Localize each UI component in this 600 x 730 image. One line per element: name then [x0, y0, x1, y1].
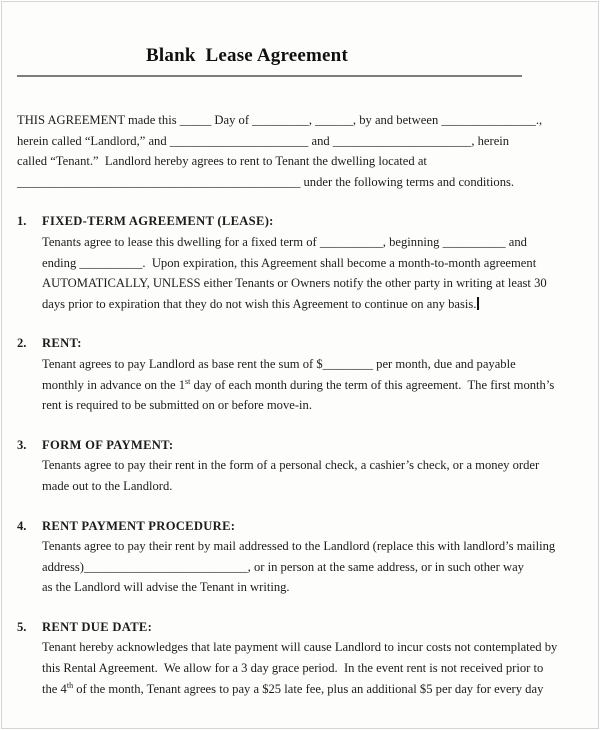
text-line: as the Landlord will advise the Tenant in writing.: [42, 580, 290, 595]
text-line: this Rental Agreement. We allow for a 3 day grace period. In the event rent is not received prior to: [42, 661, 544, 676]
text-cursor: [477, 297, 479, 310]
page-title: Blank Lease Agreement: [146, 45, 348, 66]
text-line: monthly in advance on the 1st day of each month during the term of this agreement. The first month’s: [42, 376, 555, 392]
text-line: ending __________. Upon expiration, this Agreement shall become a month-to-month agreement: [42, 255, 537, 270]
intro-paragraph: [17, 110, 598, 192]
section-heading: RENT DUE DATE:: [42, 619, 153, 634]
title-block: [17, 45, 477, 67]
section-number: 3.: [17, 437, 27, 452]
section-body: [42, 354, 598, 416]
document-page: [1, 1, 599, 729]
text-line: Tenant agrees to pay Landlord as base rent the sum of $________ per month, due and payable: [42, 356, 516, 371]
section-body: [42, 232, 598, 314]
section-form-of-payment: [17, 435, 598, 497]
section-body: [42, 455, 598, 496]
text-line: Tenant hereby acknowledges that late payment will cause Landlord to incur costs not contemplated by: [42, 640, 558, 655]
section-number: 4.: [17, 518, 27, 533]
section-rent: [17, 333, 598, 415]
text-line: herein called “Landlord,” and ______________________ and ______________________, herein: [17, 133, 510, 148]
text-line: AUTOMATICALLY, UNLESS either Tenants or Owners notify the other party in writing at least 30: [42, 276, 547, 291]
text-line: the 4th of the month, Tenant agrees to pay a $25 late fee, plus an additional $5 per day for every day: [42, 680, 544, 696]
section-number: 2.: [17, 336, 27, 351]
section-content: [42, 617, 598, 699]
section-heading: RENT PAYMENT PROCEDURE:: [42, 518, 236, 533]
section-content: [42, 516, 598, 598]
section-content: [42, 333, 598, 415]
text-line: THIS AGREEMENT made this _____ Day of _________, ______, by and between _______________.,: [17, 113, 543, 127]
text-line: address)__________________________, or in person at the same address, or in such other way: [42, 559, 524, 574]
section-body: [42, 536, 598, 598]
section-number: 5.: [17, 619, 27, 634]
section-heading: FORM OF PAYMENT:: [42, 437, 174, 452]
section-content: [42, 211, 598, 314]
section-content: [42, 435, 598, 497]
superscript: st: [185, 376, 191, 386]
text-line: made out to the Landlord.: [42, 478, 173, 493]
section-rent-payment-procedure: [17, 516, 598, 598]
section-body: [42, 637, 598, 699]
section-heading: FIXED-TERM AGREEMENT (LEASE):: [42, 214, 274, 229]
text-line: days prior to expiration that they do not wish this Agreement to continue on any basis.: [42, 294, 598, 315]
text-line: Tenants agree to lease this dwelling for a fixed term of __________, beginning __________ and: [42, 234, 527, 249]
text-line: Tenants agree to pay their rent in the form of a personal check, a cashier’s check, or a money order: [42, 458, 540, 473]
text-line: _____________________________________________ under the following terms and conditions.: [17, 174, 515, 189]
section-heading: RENT:: [42, 336, 82, 351]
section-rent-due-date: [17, 617, 598, 699]
text-line: called “Tenant.” Landlord hereby agrees to rent to Tenant the dwelling located at: [17, 154, 427, 169]
superscript: th: [66, 680, 74, 690]
section-number: 1.: [17, 214, 27, 229]
section-fixed-term: [17, 211, 598, 314]
title-underline: [17, 75, 522, 77]
text-line: rent is required to be submitted on or before move-in.: [42, 398, 312, 413]
text-line: Tenants agree to pay their rent by mail addressed to the Landlord (replace this with landlord’s mailing: [42, 539, 556, 554]
